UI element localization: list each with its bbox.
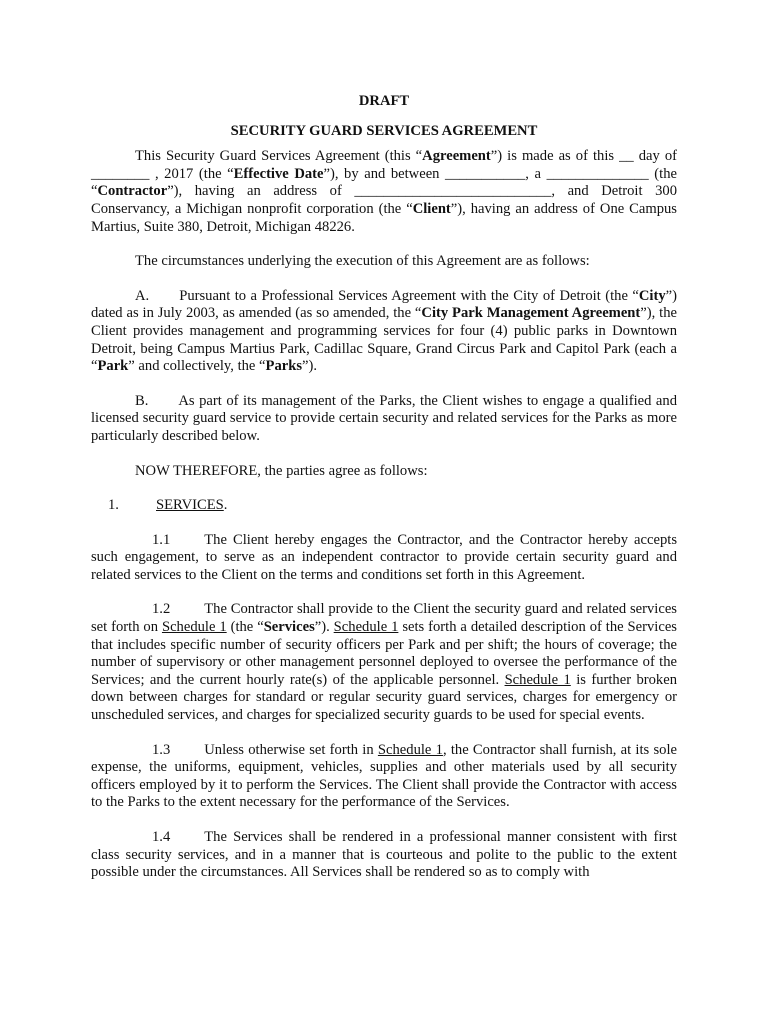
- term-park: Park: [97, 358, 129, 375]
- clause-1-3-text-1: Unless otherwise set forth in: [204, 741, 378, 758]
- clause-1-2-text-5: is further broken down between charges for standard or regular security guard services, charges for emergency or unscheduled services, and charges for specialized security guards to be used for special events.: [91, 671, 677, 724]
- clause-1-2: [91, 601, 677, 724]
- intro-text-3: ”), by and between ___________, a ______________ (the “: [91, 165, 677, 200]
- intro-paragraph: [91, 148, 677, 236]
- term-client: Client: [412, 200, 451, 217]
- section-1-title: SERVICES: [156, 497, 224, 514]
- schedule-1-reference: Schedule 1: [161, 619, 227, 636]
- clause-1-4: [91, 829, 677, 882]
- recital-a-text-5: ”).: [302, 358, 318, 375]
- term-agreement: Agreement: [422, 148, 491, 165]
- schedule-1-reference: Schedule 1: [504, 671, 571, 688]
- recital-a-text-4: ” and collectively, the “: [128, 358, 266, 375]
- document-title: SECURITY GUARD SERVICES AGREEMENT: [230, 122, 538, 139]
- clause-1-1-number: 1.1: [152, 531, 171, 548]
- intro-text-1: This Security Guard Services Agreement (this “: [135, 148, 423, 165]
- recital-a-text-2: ”) dated as in July 2003, as amended (as so amended, the “: [91, 287, 677, 322]
- clause-1-2-text-2: (the “: [226, 619, 264, 636]
- term-parks: Parks: [265, 358, 303, 375]
- recital-b: [91, 393, 677, 446]
- now-therefore-paragraph: NOW THEREFORE, the parties agree as follows:: [135, 462, 428, 479]
- intro-text-2: ”) is made as of this __ day of ________ , 2017 (the “: [91, 148, 677, 182]
- recital-b-label: B.: [135, 392, 149, 409]
- clause-1-1: [91, 532, 677, 585]
- term-services: Services: [263, 619, 315, 636]
- clause-1-3: [91, 742, 677, 812]
- clause-1-4-number: 1.4: [152, 829, 171, 845]
- section-1-number: 1.: [108, 497, 119, 514]
- recital-a-text-3: ”), the Client provides management and programming services for four (4) public parks in Downtown Detroit, being Campus Martius Park, Cadillac Square, Grand Circus Park and Capitol Park (each a “: [91, 305, 677, 375]
- clause-1-2-text-3: ”).: [314, 619, 334, 636]
- clause-1-3-text-2: , the Contractor shall furnish, at its sole expense, the uniforms, equipment, vehicles, supplies and other materials used by all security officers employed by it to perform the Services. The Client shall provide the Contractor with access to the Parks to the extent necessary for the performance of the Services.: [91, 741, 677, 811]
- clause-1-1-text: The Client hereby engages the Contractor, and the Contractor hereby accepts such engagement, to serve as an independent contractor to provide certain security guard and related services to the Client on the terms and conditions set forth in this Agreement.: [91, 531, 677, 583]
- clause-1-4-text: The Services shall be rendered in a professional manner consistent with first class security services, and in a manner that is courteous and polite to the public to the extent possible under the circumstances. All Services shall be rendered so as to comply with: [91, 829, 677, 881]
- schedule-1-reference: Schedule 1: [333, 619, 399, 636]
- recital-a: [91, 288, 677, 376]
- term-city: City: [638, 287, 666, 304]
- clause-1-2-text-1: The Contractor shall provide to the Client the security guard and related services set forth on: [91, 601, 677, 636]
- clause-1-2-number: 1.2: [152, 601, 171, 618]
- term-effective-date: Effective Date: [233, 165, 324, 182]
- intro-text-5: ”), having an address of One Campus Martius, Suite 380, Detroit, Michigan 48226.: [91, 200, 677, 235]
- intro-text-4: ”), having an address of ___________________________, and Detroit 300 Conservancy, a Michigan nonprofit corporation (the “: [91, 183, 677, 217]
- schedule-1-reference: Schedule 1: [377, 741, 443, 758]
- clause-1-3-number: 1.3: [152, 741, 171, 758]
- section-1-heading: [91, 497, 677, 515]
- term-contractor: Contractor: [97, 183, 168, 200]
- clause-1-2-text-4: sets forth a detailed description of the Services that includes specific number of security officers per Park and per shift; the hours of coverage; the number of supervisory or other management personnel deployed to oversee the performance of the Services; and the current hourly rate(s) of the applicable personnel.: [91, 619, 677, 688]
- section-1-period: .: [223, 497, 228, 514]
- recital-a-text-1: Pursuant to a Professional Services Agreement with the City of Detroit (the “: [179, 287, 639, 304]
- term-city-park-management-agreement: City Park Management Agreement: [421, 305, 641, 322]
- recital-b-text: As part of its management of the Parks, the Client wishes to engage a qualified and licensed security guard service to provide certain security and related services for the Parks as more particularly described below.: [91, 392, 677, 444]
- draft-label: DRAFT: [358, 93, 410, 109]
- recital-a-label: A.: [135, 287, 150, 304]
- circumstances-paragraph: The circumstances underlying the execution of this Agreement are as follows:: [135, 253, 590, 270]
